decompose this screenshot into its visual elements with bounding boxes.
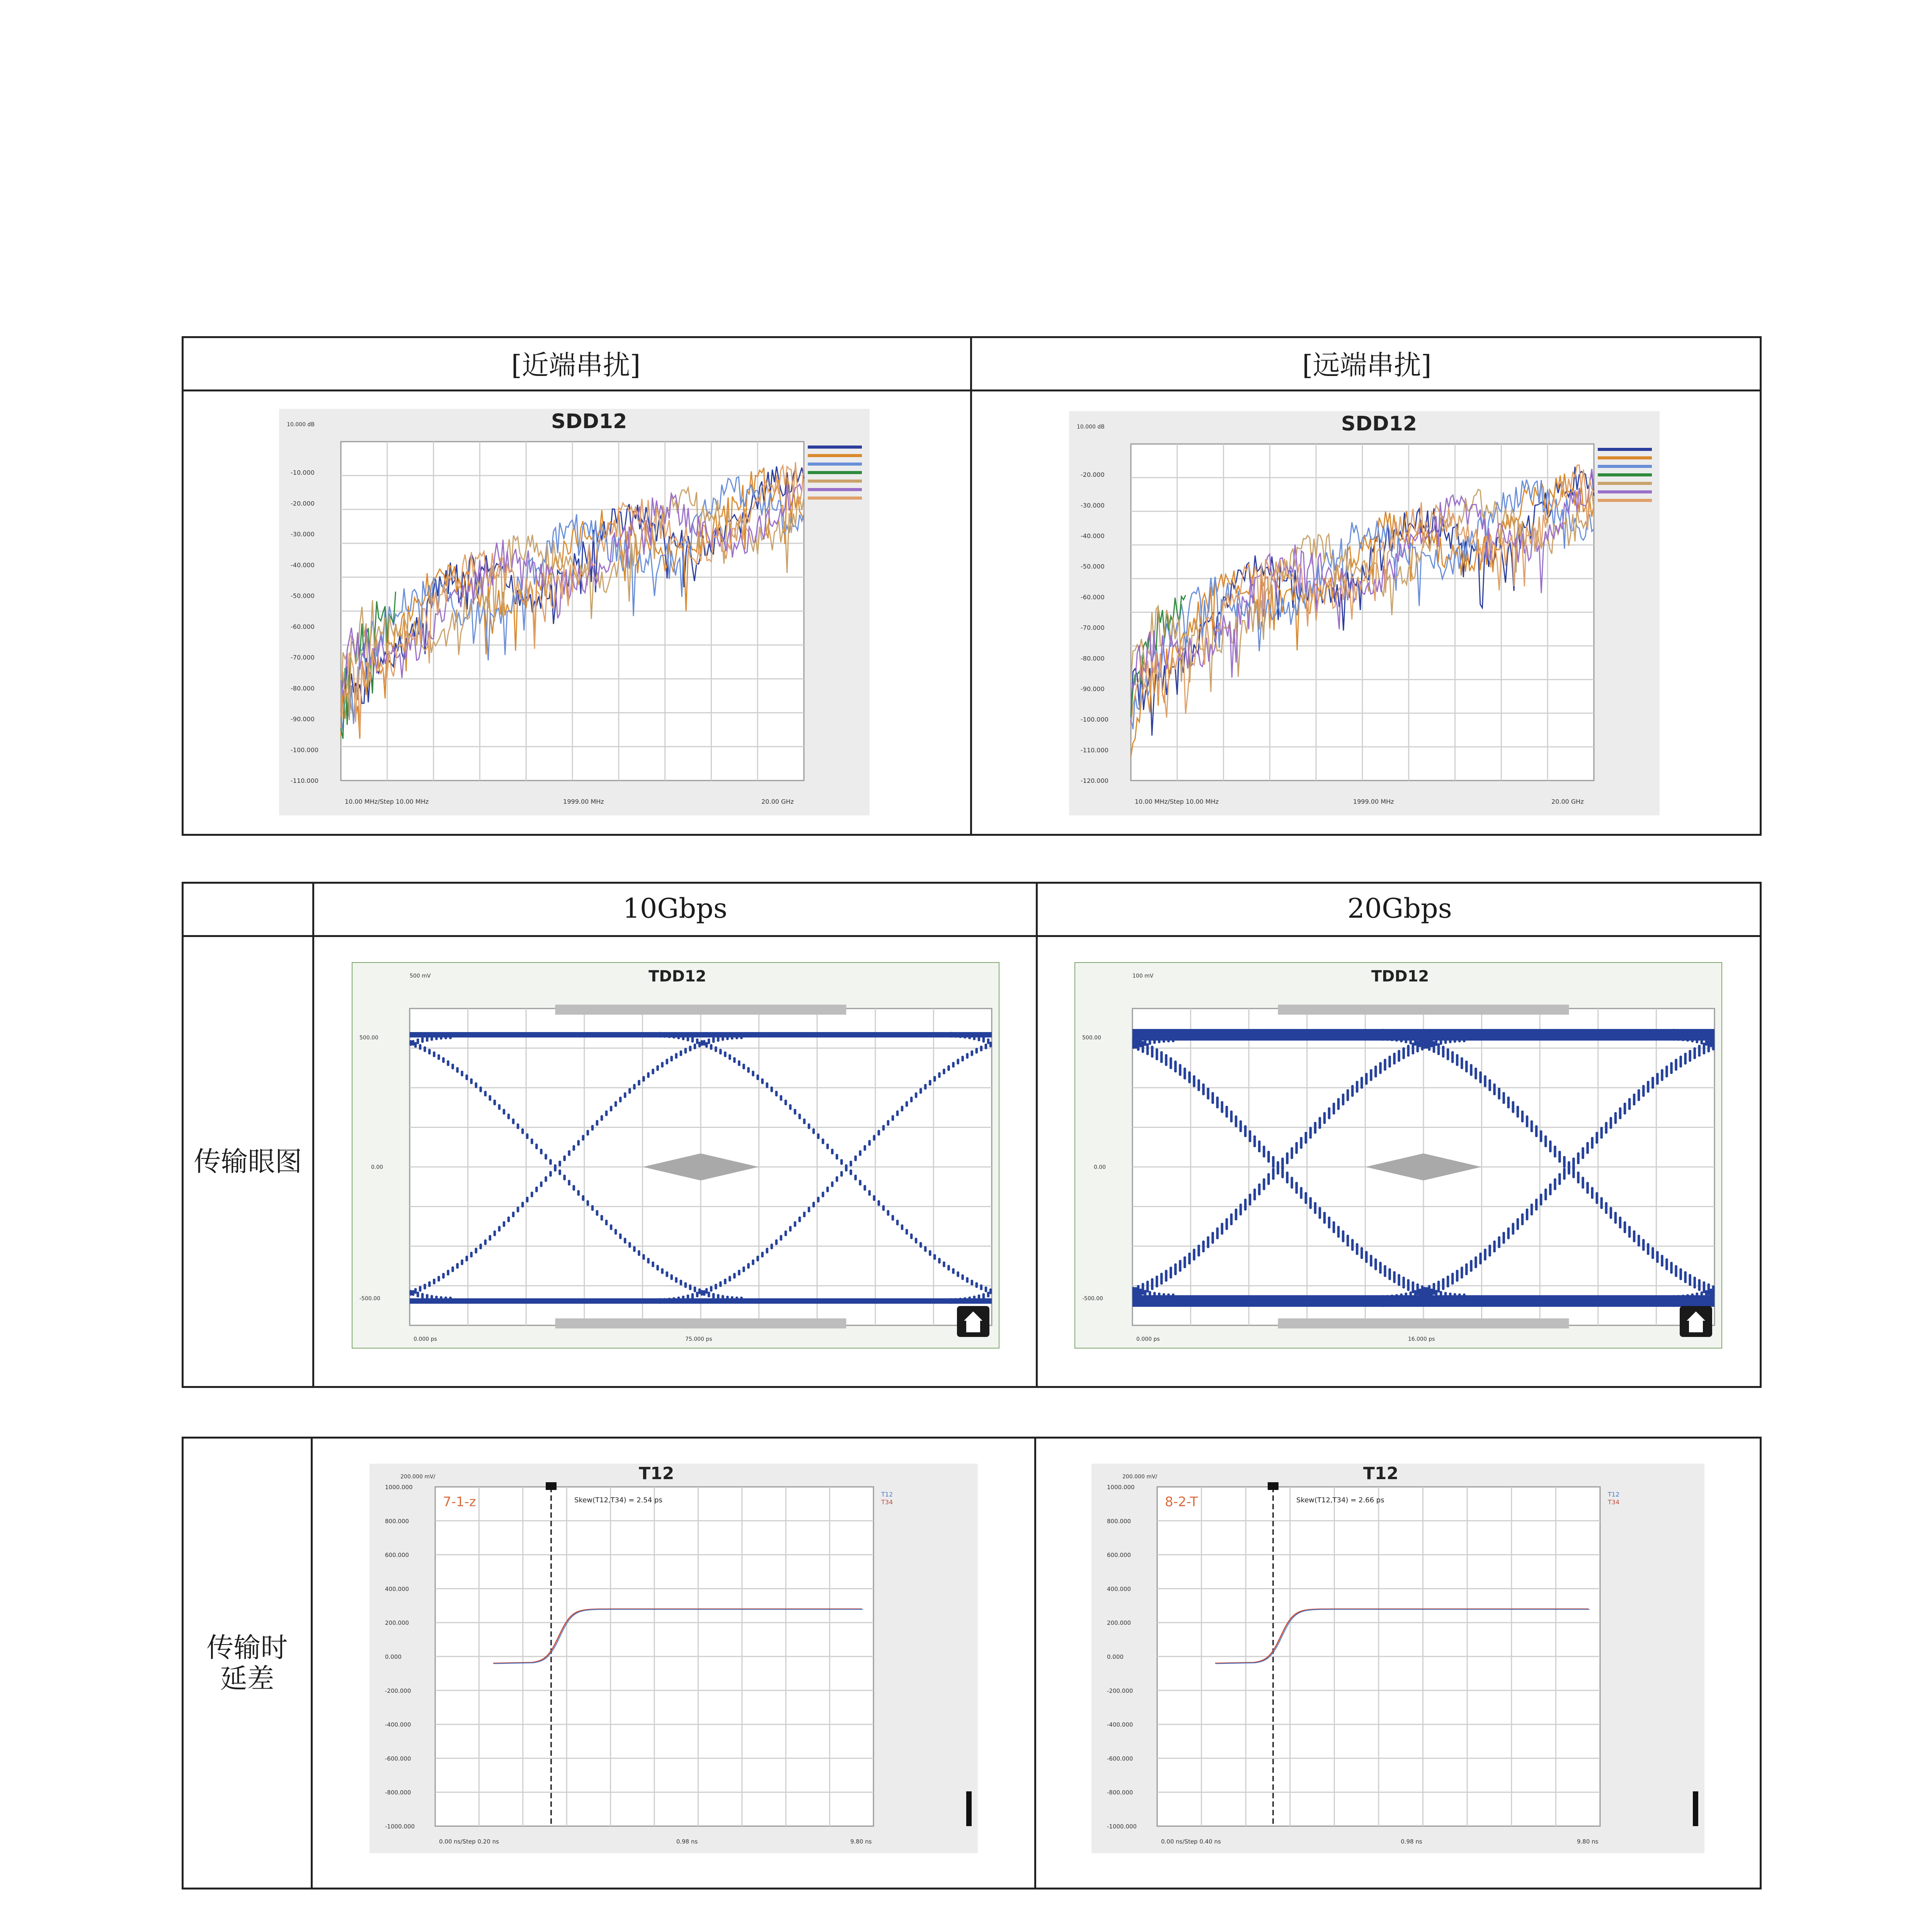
eye-ytick-0-2: -500.00	[359, 1296, 381, 1302]
t12-ytick-0-1: 800.000	[385, 1517, 409, 1525]
t12-ytick-0-6: -200.000	[385, 1687, 411, 1694]
sdd12-ytick-0-5: -60.000	[291, 623, 315, 631]
t12-legend-a-0: T12	[881, 1491, 893, 1498]
sdd12-title-0: SDD12	[551, 410, 627, 433]
t12-xtick-1-0: 0.00 ns/Step 0.40 ns	[1161, 1838, 1221, 1845]
sdd12-ytick-1-8: -100.000	[1081, 716, 1108, 723]
t12-legend-a-1: T12	[1608, 1491, 1620, 1498]
sdd12-xtick-0-0: 10.00 MHz/Step 10.00 MHz	[345, 798, 429, 805]
t12-ytick-0-0: 1000.000	[385, 1484, 413, 1491]
delay-row-label-line2: 延差	[220, 1663, 274, 1694]
eye-corner-1: 100 mV	[1132, 973, 1154, 979]
sdd12-ytick-0-8: -90.000	[291, 715, 315, 723]
sdd12-xtick-1-1: 1999.00 MHz	[1353, 798, 1394, 805]
eye-header-20gbps: 20Gbps	[1347, 893, 1452, 924]
sdd12-ytick-1-9: -110.000	[1081, 746, 1108, 754]
t12-legend-b-0: T34	[881, 1498, 893, 1506]
t12-title-0: T12	[639, 1464, 674, 1483]
t12-ytick-1-10: -1000.000	[1107, 1823, 1137, 1830]
sdd12-ytick-1-5: -70.000	[1081, 624, 1105, 632]
t12-scale-1: 200.000 mV/	[1122, 1474, 1158, 1480]
sdd12-ytick-1-3: -50.000	[1081, 563, 1105, 570]
sdd12-scale-0: 10.000 dB	[287, 422, 315, 428]
sdd12-ytick-0-0: -10.000	[291, 469, 315, 476]
t12-skew-1: Skew(T12,T34) = 2.66 ps	[1296, 1496, 1384, 1504]
t12-ytick-1-9: -800.000	[1107, 1789, 1133, 1796]
eye-title-0: TDD12	[649, 968, 707, 985]
sdd12-ytick-1-0: -20.000	[1081, 471, 1105, 479]
sdd12-ytick-1-1: -30.000	[1081, 502, 1105, 509]
sdd12-title-1: SDD12	[1341, 412, 1417, 435]
sdd12-ytick-1-6: -80.000	[1081, 655, 1105, 662]
t12-xtick-0-1: 0.98 ns	[676, 1838, 698, 1845]
t12-trace-tag-1: 8-2-T	[1165, 1494, 1198, 1510]
t12-ytick-0-3: 400.000	[385, 1585, 409, 1593]
sdd12-scale-1: 10.000 dB	[1077, 424, 1105, 430]
crosstalk-header-far: [远端串扰]	[1302, 349, 1432, 381]
delay-row-label-line1: 传输时	[206, 1632, 288, 1663]
t12-xtick-0-2: 9.80 ns	[850, 1838, 872, 1845]
t12-xtick-1-1: 0.98 ns	[1401, 1838, 1422, 1845]
t12-ytick-1-4: 200.000	[1107, 1619, 1131, 1627]
t12-ytick-1-6: -200.000	[1107, 1687, 1133, 1694]
t12-xtick-0-0: 0.00 ns/Step 0.20 ns	[439, 1838, 499, 1845]
crosstalk-header-near: [近端串扰]	[511, 349, 641, 381]
t12-ytick-0-4: 200.000	[385, 1619, 409, 1627]
t12-skew-0: Skew(T12,T34) = 2.54 ps	[574, 1496, 662, 1504]
sdd12-ytick-0-9: -100.000	[291, 746, 318, 754]
eye-ytick-0-1: 0.00	[371, 1164, 383, 1170]
t12-ytick-0-10: -1000.000	[385, 1823, 415, 1830]
t12-ytick-1-0: 1000.000	[1107, 1484, 1135, 1491]
t12-ytick-0-8: -600.000	[385, 1755, 411, 1762]
eye-header-10gbps: 10Gbps	[623, 893, 727, 924]
sdd12-ytick-0-7: -80.000	[291, 684, 315, 692]
t12-ytick-0-7: -400.000	[385, 1721, 411, 1728]
t12-ytick-1-5: 0.000	[1107, 1653, 1124, 1660]
t12-ytick-1-3: 400.000	[1107, 1585, 1131, 1593]
sdd12-ytick-1-10: -120.000	[1081, 777, 1108, 784]
eye-xtick-1-0: 0.000 ps	[1136, 1336, 1160, 1342]
sdd12-xtick-0-1: 1999.00 MHz	[563, 798, 604, 805]
t12-ytick-1-1: 800.000	[1107, 1517, 1131, 1525]
t12-ytick-1-7: -400.000	[1107, 1721, 1133, 1728]
t12-xtick-1-2: 9.80 ns	[1577, 1838, 1599, 1845]
eye-title-1: TDD12	[1371, 968, 1429, 985]
sdd12-ytick-0-10: -110.000	[291, 777, 318, 784]
sdd12-xtick-1-2: 20.00 GHz	[1551, 798, 1584, 805]
t12-trace-tag-0: 7-1-z	[443, 1494, 476, 1510]
sdd12-xtick-0-2: 20.00 GHz	[761, 798, 794, 805]
t12-ytick-0-2: 600.000	[385, 1551, 409, 1559]
sdd12-ytick-0-1: -20.000	[291, 500, 315, 507]
eye-row-label: 传输眼图	[194, 1146, 302, 1177]
t12-ytick-0-5: 0.000	[385, 1653, 402, 1660]
eye-ytick-0-0: 500.00	[359, 1035, 378, 1041]
sdd12-ytick-0-4: -50.000	[291, 592, 315, 600]
sdd12-ytick-0-6: -70.000	[291, 654, 315, 662]
sdd12-ytick-1-7: -90.000	[1081, 685, 1105, 693]
sdd12-ytick-0-3: -40.000	[291, 561, 315, 569]
eye-ytick-1-0: 500.00	[1082, 1035, 1101, 1041]
eye-ytick-1-2: -500.00	[1082, 1296, 1103, 1302]
t12-ytick-1-8: -600.000	[1107, 1755, 1133, 1762]
t12-scale-0: 200.000 mV/	[400, 1474, 436, 1480]
eye-corner-0: 500 mV	[410, 973, 431, 979]
t12-ytick-1-2: 600.000	[1107, 1551, 1131, 1559]
eye-xtick-0-0: 0.000 ps	[414, 1336, 437, 1342]
eye-ytick-1-1: 0.00	[1094, 1164, 1106, 1170]
sdd12-ytick-1-4: -60.000	[1081, 593, 1105, 601]
eye-xtick-0-1: 75.000 ps	[685, 1336, 712, 1342]
t12-legend-b-1: T34	[1608, 1498, 1620, 1506]
sdd12-ytick-1-2: -40.000	[1081, 532, 1105, 540]
t12-title-1: T12	[1363, 1464, 1399, 1483]
sdd12-ytick-0-2: -30.000	[291, 531, 315, 538]
t12-ytick-0-9: -800.000	[385, 1789, 411, 1796]
sdd12-xtick-1-0: 10.00 MHz/Step 10.00 MHz	[1135, 798, 1219, 805]
eye-xtick-1-1: 16.000 ps	[1408, 1336, 1435, 1342]
